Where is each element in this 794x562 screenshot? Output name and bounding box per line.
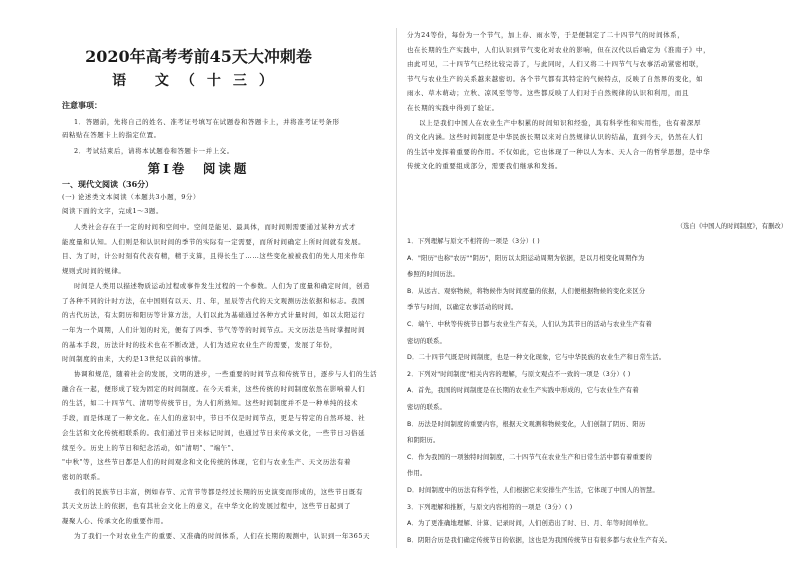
passage-line: 的文化内涵。这些时间制度是中华民族长期以来对自然规律认识的结晶，直到今天，仍然在人们 [407,133,704,142]
notice-item: 码粘贴在答题卡上的指定位置。 [62,131,161,139]
passage-line: 时间是人类用以描述物质运动过程或事件发生过程的一个参数。人们为了度量和确定时间，创造 [74,281,371,290]
passage-line: 能度量和认知。人们则是和认识时间的季节的实际有一定需要，而所时间确定上所时间就有发展。 [62,237,366,246]
passage-line: 会生活和文化传统相联系的。我们通过节日来标记时间，也通过节日来传承文化，一些节日习俗延 [62,428,366,437]
question-line: B．阴阳合历是我们确定传统节日的依据，这也是为我国传统节日有很多都与农业生产有关。 [407,536,672,544]
question-line: C．作为我国的一项独特时间制度，二十四节气在农业生产和日常生活中都有着重要的 [407,453,652,461]
question-line: 和阴阳历。 [407,437,440,445]
passage-line: 规则式时间的规律。 [62,267,126,276]
question-line: B．从远古、观察物候，将物候作为时间度量的依据，人们便根据物候的变化来区分 [407,287,646,295]
notice-heading: 注意事项： [62,100,102,110]
question-line: A．为了更准确地理解、计算、记录时间，人们创造出了时、日、月、年等时间单位。 [407,520,652,528]
question-line: 密切的联系。 [407,337,446,345]
passage-line: 分为24等份，每份为一个节气，加上春、雨水等，于是便制定了二十四节气的时间体系， [407,31,685,39]
passage-line: 了各种不同的计时方法，在中国则有以天、月、年，星辰等古代的天文观测历法依据和标志。我国 [62,296,366,305]
column-divider [396,28,397,548]
passage-line: 传统文化的重要组成部分，需要我们继承和发扬。 [407,162,563,171]
sub-heading: (一) 论述类文本阅读（本题共3小题，9分） [62,193,201,201]
passage-line: 的生活，如二十四节气、清明等传统节日，为人们所熟知。这些时间制度并不是一种单纯的技术 [62,399,359,408]
question-line: B．历法是时间制度的重要内容，根据天文观测和物候变化，人们创制了阴历、阳历 [407,420,646,428]
question-line: A．首先，我国的时间制度是在长期的农业生产实践中形成的，它与农业生产有着 [407,387,639,395]
question-line: 3．下列理解和推断，与原文内容相符的一项是（3分）( ) [407,503,573,511]
passage-line: 人类社会存在于一定的时间和空间中。空间是能见、最具体，而时间则需要通过某种方式才 [74,223,356,231]
passage-line: 时间制度的由来，大约是13世纪以前的事情。 [62,355,206,364]
passage-line: 在长期的实践中得到了验证。 [407,104,499,112]
question-line: 参照的时间历法。 [407,271,459,279]
passage-line: 节气与农业生产的关系越来越密切。各个节气都有其特定的气候特点，反映了自然界的变化，如 [407,74,704,83]
question-line: 2．下列对"时间制度"相关内容的理解，与原文观点不一致的一项是（3分）( ) [407,370,631,378]
exam-title: 2020年高考考前45天大冲刺卷 [85,47,312,66]
question-line: 1．下列理解与原文不相符的一项是（3分）( ) [407,238,540,245]
passage-line: 为了我们一个对农业生产的重要、又准确的时间体系，人们在长期的观测中，认识到一年365天 [74,531,371,540]
passage-line: 的基本手段，历法计时的技术也在不断改进，人们为适应农业生产的需要，发展了年份， [62,340,337,349]
passage-line: 一年为一个周期，人们计划的时光，便有了四季、节气等等的时间节点。天文历法是当时掌握时间 [62,325,366,334]
passage-line: 协调和规范，随着社会的发展，文明的进步，一些重要的时间节点和传统节日，逐步与人们的生活 [74,370,378,378]
question-line: 作用。 [407,470,427,478]
question-line: C．端午、中秋等传统节日都与农业生产有关，人们认为其节日的活动与农业生产有着 [407,321,652,328]
passage-line: "中秋"等，这些节日都是人们的时间观念和文化传统的体现，它们与农业生产、天文历法有着 [62,458,352,467]
exam-subtitle: 语 文（十三） [112,73,285,89]
instruction: 阅读下面的文字，完成1～3题。 [62,207,164,215]
passage-line: 我们的民族节日丰富，例如春节、元宵节等都是经过长期的历史演变而形成的，这些节日既有 [74,487,364,496]
part-heading: 一、现代文阅读（36分） [62,179,154,189]
passage-line: 融合在一起，便形成了较为固定的时间制度。在今天看来，这些传统的时间制度依然在影响着人们 [62,384,366,393]
passage-line: 的生活中发挥着重要的作用。不仅如此，它也体现了一种以人为本、天人合一的哲学思想，是中华 [407,147,711,156]
passage-line: 续至今。历史上的节日和纪念活动，如"清明"、"端午"、 [62,443,239,452]
passage-line: 由此可见，二十四节气已经比较完善了，与此同时，人们又将二十四节气与农事活动紧密相联， [407,60,704,69]
question-line: D．时间制度中的历法有科学性，人们根据它来安排生产生活，它体现了中国人的智慧。 [407,487,659,494]
passage-line: 其天文历法上的依据，也有其社会文化上的意义，在中华文化的发展过程中，这些节日起到了 [62,502,352,511]
passage-line: 的古代历法，有太阴历和阳历等计算方法，人们以此为基础通过各种方式计量时间，如以太阳运行 [62,311,366,320]
question-line: D．二十四节气既是时间制度，也是一种文化现象，它与中华民族的农业生产和日常生活。 [407,354,666,362]
passage-line: 也在长期的生产实践中，人们认识到节气变化对农业的影响，但在汉代以后确定为《淮南子》中， [407,45,711,54]
passage-line: 雨水、草木萌动；立秋、凉风至等等。这些都反映了人们对于自然规律的认识和利用，而且 [407,89,689,98]
notice-item: 2．考试结束后，请将本试题卷和答题卡一并上交。 [74,147,234,155]
passage-line: 目、为了时，计公时刻有代表有精，精于支算，且得长生了……这些变化被被我们的先人用来作年 [62,252,366,261]
passage-line: 以上是我们中国人在农业生产中积累的时间知识和经验，具有科学性和实用性，也有着深厚 [419,118,701,127]
passage-line: 手段，而是体现了一种文化。在人们的意识中，节日不仅是时间节点，更是与特定的自然环境、社 [62,414,366,423]
passage-line: 密切的联系。 [62,472,105,481]
question-line: A．"阳历"也称"农历""阴历"，阳历以太阳运动周期为依据，是以月相变化周期作为 [407,254,645,262]
section-title: 第Ⅰ卷 阅读题 [147,161,250,176]
notice-item: 1．答题前，先将自己的姓名、准考证号填写在试题卷和答题卡上，并将准考证号条形 [74,118,340,126]
question-line: 季节与时间，以确定农事活动的时间。 [407,304,518,312]
question-line: 密切的联系。 [407,404,446,411]
passage-line: 凝聚人心、传承文化的重要作用。 [62,517,168,525]
source-citation: （选自《中国人的时间制度》，有删改） [676,223,787,230]
